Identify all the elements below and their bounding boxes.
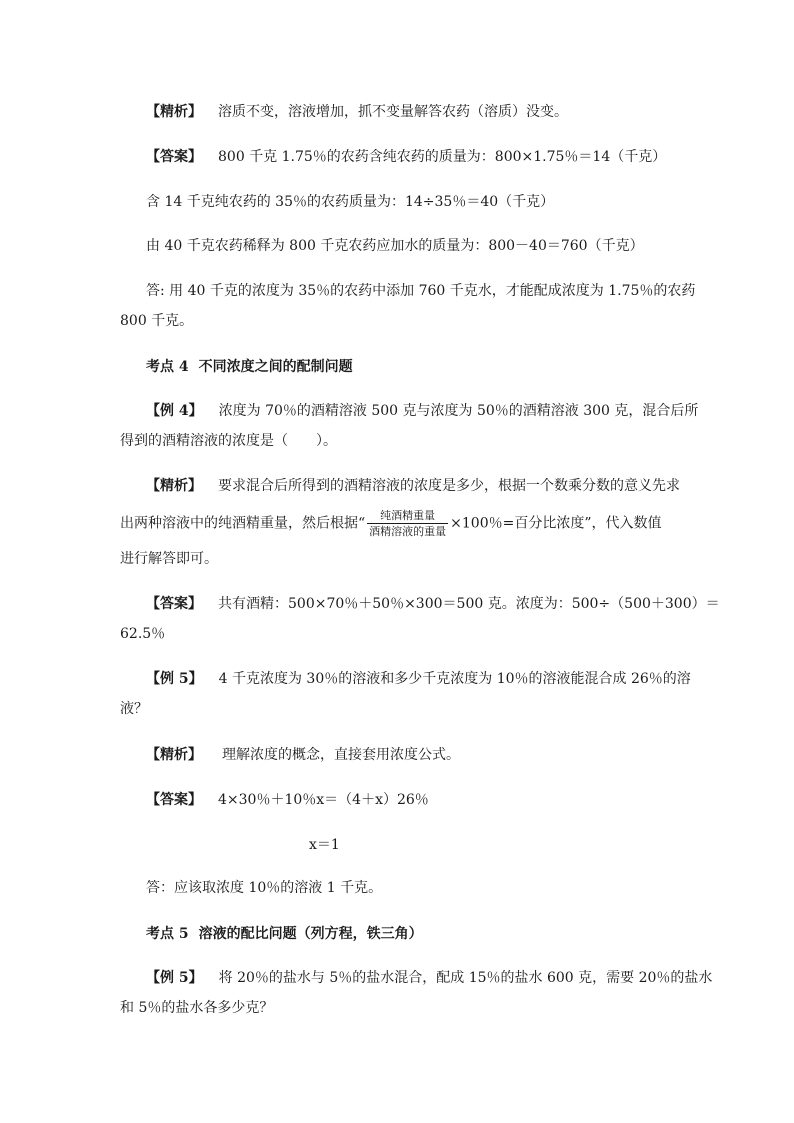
example-text: 浓度为 70％的酒精溶液 500 克与浓度为 50％的酒精溶液 300 克，混合后所 — [218, 403, 699, 419]
answer-paragraph-1 — [146, 147, 706, 167]
example-5-analysis — [146, 745, 706, 765]
analysis-text: 溶质不变，溶液增加，抓不变量解答农药（溶质）没变。 — [218, 104, 568, 120]
example-5-final-answer — [146, 878, 706, 898]
example-4-analysis-line-2 — [120, 509, 680, 538]
example-4-line-1 — [146, 401, 706, 421]
topic-label: 考点 4 — [146, 359, 189, 375]
example-4-line-2 — [120, 431, 680, 451]
example-4-analysis-line-1 — [146, 476, 706, 496]
answer-step-text: 含 14 千克纯农药的 35％的农药质量为：14÷35％＝40（千克） — [146, 194, 555, 210]
conclusion-text: 800 千克。 — [120, 313, 194, 329]
answer-step-text: 由 40 千克农药稀释为 800 千克农药应加水的质量为：800－40＝760（千克） — [146, 238, 644, 254]
analysis-tag: 【精析】 — [146, 478, 202, 494]
analysis-text: 出两种溶液中的纯酒精重量，然后根据“ — [120, 515, 366, 532]
answer-tag: 【答案】 — [146, 792, 202, 808]
example-text: 液？ — [120, 701, 148, 717]
answer-text: 62.5％ — [120, 626, 166, 642]
fraction-numerator: 纯酒精重量 — [367, 509, 448, 524]
example-tag: 【例 5】 — [146, 970, 203, 986]
example-4-answer-line-1 — [146, 594, 720, 614]
analysis-tag: 【精析】 — [146, 104, 202, 120]
analysis-tag: 【精析】 — [146, 747, 202, 763]
topic-5-heading — [146, 924, 706, 944]
example-5-line-1 — [146, 669, 706, 689]
analysis-text: ×100％=百分比浓度”，代入数值 — [450, 515, 662, 532]
answer-step-2 — [146, 192, 706, 212]
analysis-text: 理解浓度的概念，直接套用浓度公式。 — [222, 747, 460, 763]
topic-title: 溶液的配比问题（列方程，铁三角） — [198, 926, 423, 942]
analysis-text: 进行解答即可。 — [120, 551, 218, 567]
example-5-line-2 — [120, 699, 680, 719]
example-text: 4 千克浓度为 30％的溶液和多少千克浓度为 10％的溶液能混合成 26％的溶 — [218, 671, 691, 687]
conclusion-text: 答: 用 40 千克的浓度为 35％的农药中添加 760 千克水，才能配成浓度为 1.75％的农药 — [146, 283, 696, 299]
final-answer-text: 答：应该取浓度 10％的溶液 1 千克。 — [146, 880, 383, 896]
example-4-analysis-line-3 — [120, 549, 680, 569]
answer-text: 共有酒精：500×70％＋50％×300＝500 克。浓度为：500÷（500＋300）＝ — [218, 596, 720, 612]
example-tag: 【例 4】 — [146, 403, 203, 419]
example-text: 和 5％的盐水各多少克？ — [120, 1000, 274, 1016]
example-text: 得到的酒精溶液的浓度是（ ）。 — [120, 433, 337, 449]
fraction-denominator: 酒精溶液的重量 — [369, 525, 447, 538]
answer-tag: 【答案】 — [146, 149, 202, 165]
example-4-answer-line-2 — [120, 624, 680, 644]
answer-text: 800 千克 1.75％的农药含纯农药的质量为：800×1.75％＝14（千克） — [218, 149, 667, 165]
concentration-fraction — [367, 509, 448, 538]
answer-conclusion-line-1 — [146, 281, 706, 301]
topic-title: 不同浓度之间的配制问题 — [198, 359, 353, 375]
example-5-answer — [146, 790, 706, 810]
topic-label: 考点 5 — [146, 926, 189, 942]
example-6-line-1 — [146, 968, 713, 988]
answer-conclusion-line-2 — [120, 311, 680, 331]
topic-4-heading — [146, 357, 706, 377]
solution-text: x＝1 — [309, 837, 340, 853]
analysis-text: 要求混合后所得到的酒精溶液的浓度是多少，根据一个数乘分数的意义先求 — [218, 478, 680, 494]
analysis-paragraph-1 — [146, 102, 706, 122]
example-5-solution — [309, 835, 340, 855]
example-text: 将 20％的盐水与 5％的盐水混合，配成 15％的盐水 600 克，需要 20％的盐水 — [218, 970, 713, 986]
equation-text: 4×30％＋10％x＝（4＋x）26％ — [218, 792, 429, 808]
example-6-line-2 — [120, 998, 680, 1018]
answer-tag: 【答案】 — [146, 596, 202, 612]
answer-step-3 — [146, 236, 706, 256]
example-tag: 【例 5】 — [146, 671, 203, 687]
